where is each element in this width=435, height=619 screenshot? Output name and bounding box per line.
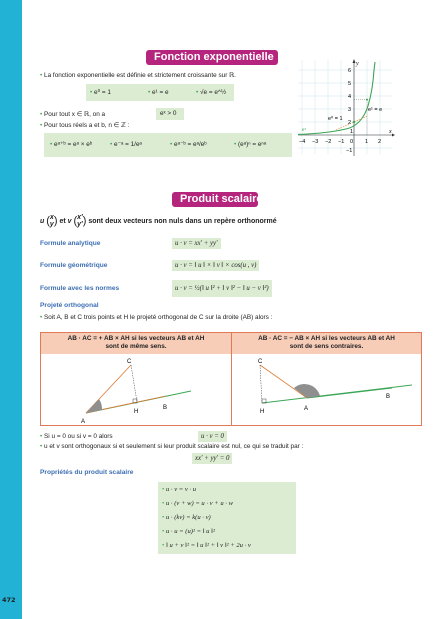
label-C: C [258, 359, 263, 365]
y-tick: 1 [350, 129, 354, 135]
y-tick: −1 [346, 148, 353, 154]
x-tick: −4 [299, 139, 306, 145]
norms-label: Formule avec les normes [40, 285, 120, 292]
exp-positive: eˣ > 0 [160, 110, 177, 117]
x-tick: −2 [325, 139, 332, 145]
y-tick: 6 [348, 68, 352, 74]
y-tick: 5 [348, 81, 352, 87]
zero-condition: • Si u = 0 ou si v = 0 alors [40, 433, 113, 440]
y-tick: 3 [348, 107, 352, 113]
projection-table [40, 332, 422, 426]
curve-label: eˣ [302, 127, 307, 133]
label-H: H [134, 409, 139, 415]
exp-prop-2: • eᵃ⁻ᵇ = eᵃ/eᵇ [170, 141, 207, 148]
y-tick: 2 [348, 120, 352, 126]
x-tick: 2 [378, 139, 382, 145]
vectors-definition: u (x y) et v (x′ y′) sont deux vecteurs non nuls dans un repère orthonormé [40, 214, 277, 228]
exp-prop-3: • (eᵃ)ⁿ = eⁿᵃ [234, 141, 267, 148]
figure-opposite-direction [232, 355, 422, 425]
exp-graph [296, 58, 396, 158]
exp-intro: • La fonction exponentielle est définie et strictement croissante sur ℝ. [40, 72, 236, 79]
analytic-formula: u · v = xx′ + yy′ [172, 238, 221, 249]
x-axis-label: x [389, 129, 392, 135]
exp-value-1: • e¹ = e [148, 89, 169, 96]
y-axis-label: y [356, 61, 359, 67]
exp-value-0: • e⁰ = 1 [90, 89, 111, 96]
section-title-dot-product: Produit scalaire [172, 192, 258, 207]
label-H: H [260, 409, 265, 415]
geometric-formula: u · v = ‖ u ‖ × ‖ v ‖ × cos(u , v) [172, 260, 259, 271]
label-B: B [386, 394, 391, 400]
projection-title: Projeté orthogonal [40, 302, 99, 309]
x-tick: −3 [312, 139, 319, 145]
exp-curve [298, 62, 375, 134]
props-title: Propriétés du produit scalaire [40, 469, 134, 476]
label-A: A [81, 419, 86, 425]
section-title-exponential: Fonction exponentielle [146, 50, 278, 65]
orthogonal-text: • u et v sont orthogonaux si et seulement si leur produit scalaire est nul, ce qui se traduit par : [40, 443, 304, 450]
point-label-e1: e¹ = e [368, 107, 383, 113]
exp-prop-0: • eᵃ⁺ᵇ = eᵃ × eᵇ [50, 141, 93, 148]
label-A: A [304, 406, 309, 412]
orthogonal-formula: xx′ + yy′ = 0 [192, 453, 232, 464]
page-number: 472 [2, 596, 16, 604]
point-label-e0: e⁰ = 1 [328, 116, 343, 122]
case-same-direction: AB · AC = + AB × AH si les vecteurs AB et AH sont de même sens. [41, 333, 231, 354]
prop-scalar: • u · (kv) = k(u · v) [162, 514, 211, 521]
geometric-label: Formule géométrique [40, 262, 108, 269]
label-B: B [163, 405, 168, 411]
norms-formula: u · v = ½(‖ u ‖² + ‖ v ‖² − ‖ u − v ‖²) [172, 280, 272, 297]
exp-prop-1: • e⁻ᵃ = 1/eᵃ [110, 141, 142, 148]
prop-norm-sum: • ‖ u + v ‖² = ‖ u ‖² + ‖ v ‖² + 2u · v [162, 542, 251, 549]
x-tick: −1 [338, 139, 345, 145]
zero-formula: u · v = 0 [198, 431, 227, 442]
label-C: C [127, 359, 132, 365]
y-tick: 4 [348, 94, 352, 100]
x-tick: 1 [365, 139, 369, 145]
x-tick: 0 [350, 139, 354, 145]
analytic-label: Formule analytique [40, 240, 101, 247]
exp-value-2: • √e = e^½ [196, 89, 227, 96]
projection-text: • Soit A, B et C trois points et H le projeté orthogonal de C sur la droite (AB) alors : [40, 314, 273, 321]
prop-square: • u · u = (u)² = ‖ u ‖² [162, 528, 215, 535]
accent-side-bar [0, 0, 22, 619]
figure-same-direction [41, 355, 231, 425]
props-box [158, 482, 296, 554]
case-opposite-direction: AB · AC = − AB × AH si les vecteurs AB et AH sont de sens contraires. [232, 333, 421, 354]
exp-for-ab: • Pour tous réels a et b, n ∈ ℤ : [40, 122, 130, 129]
exp-for-x: • Pour tout x ∈ ℝ, on a [40, 111, 106, 118]
prop-distributive: • u · (v + w) = u · v + u · w [162, 500, 233, 507]
prop-commutative: • u · v = v · u [162, 486, 197, 493]
